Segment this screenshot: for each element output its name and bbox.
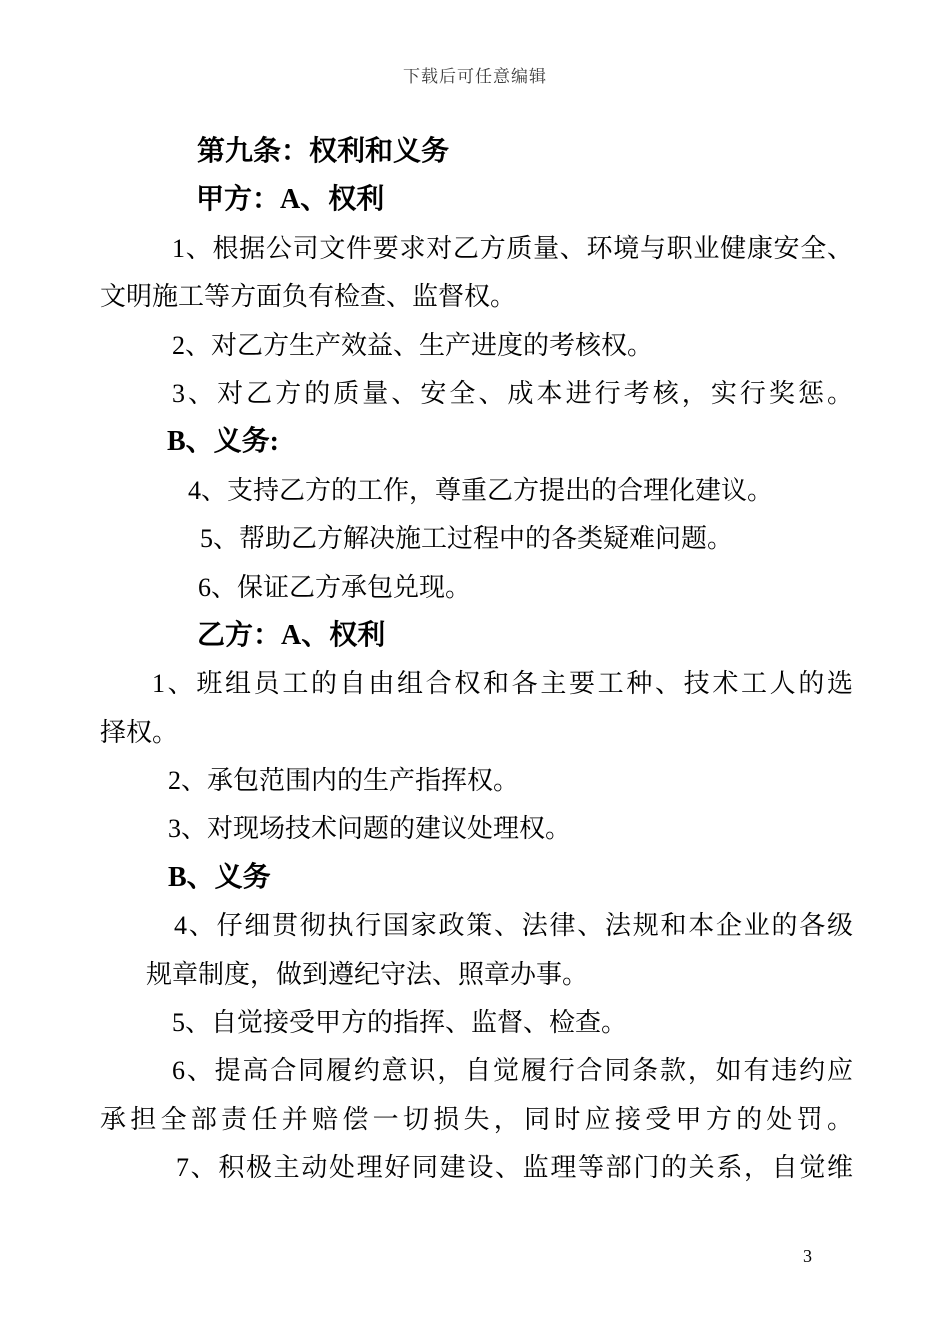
- document-line: 规章制度，做到遵纪守法、照章办事。: [146, 959, 589, 989]
- document-line: 3、对乙方的质量、安全、成本进行考核，实行奖惩。: [172, 378, 853, 408]
- party-b-obligations-heading: B、义务: [168, 861, 271, 893]
- article-9-heading: 第九条：权利和义务: [197, 136, 450, 167]
- document-line: 2、承包范围内的生产指挥权。: [168, 766, 520, 796]
- page-number: 3: [803, 1246, 812, 1266]
- header-note: 下载后可任意编辑: [403, 67, 547, 86]
- document-line: 5、自觉接受甲方的指挥、监督、检查。: [172, 1008, 628, 1038]
- party-a-rights-heading: 甲方：A、权利: [196, 184, 385, 216]
- document-line: 2、对乙方生产效益、生产进度的考核权。: [172, 330, 654, 360]
- party-a-obligations-heading: B、义务:: [167, 426, 280, 458]
- document-line: 文明施工等方面负有检查、监督权。: [100, 282, 517, 312]
- document-line: 4、支持乙方的工作，尊重乙方提出的合理化建议。: [188, 475, 774, 505]
- document-line: 承担全部责任并赔偿一切损失，同时应接受甲方的处罚。: [100, 1104, 853, 1134]
- document-line: 3、对现场技术问题的建议处理权。: [168, 814, 572, 844]
- document-line: 6、保证乙方承包兑现。: [198, 572, 472, 602]
- document-line: 5、帮助乙方解决施工过程中的各类疑难问题。: [200, 524, 734, 554]
- document-line: 4、仔细贯彻执行国家政策、法律、法规和本企业的各级: [174, 911, 853, 941]
- document-body: [100, 128, 853, 1193]
- document-line: 7、积极主动处理好同建设、监理等部门的关系，自觉维: [176, 1153, 853, 1183]
- document-line: 1、班组员工的自由组合权和各主要工种、技术工人的选: [152, 669, 853, 699]
- document-line: 1、根据公司文件要求对乙方质量、环境与职业健康安全、: [172, 233, 853, 263]
- document-line: 择权。: [100, 717, 179, 747]
- document-line: 6、提高合同履约意识，自觉履行合同条款，如有违约应: [172, 1056, 853, 1086]
- party-b-rights-heading: 乙方：A、权利: [197, 619, 386, 651]
